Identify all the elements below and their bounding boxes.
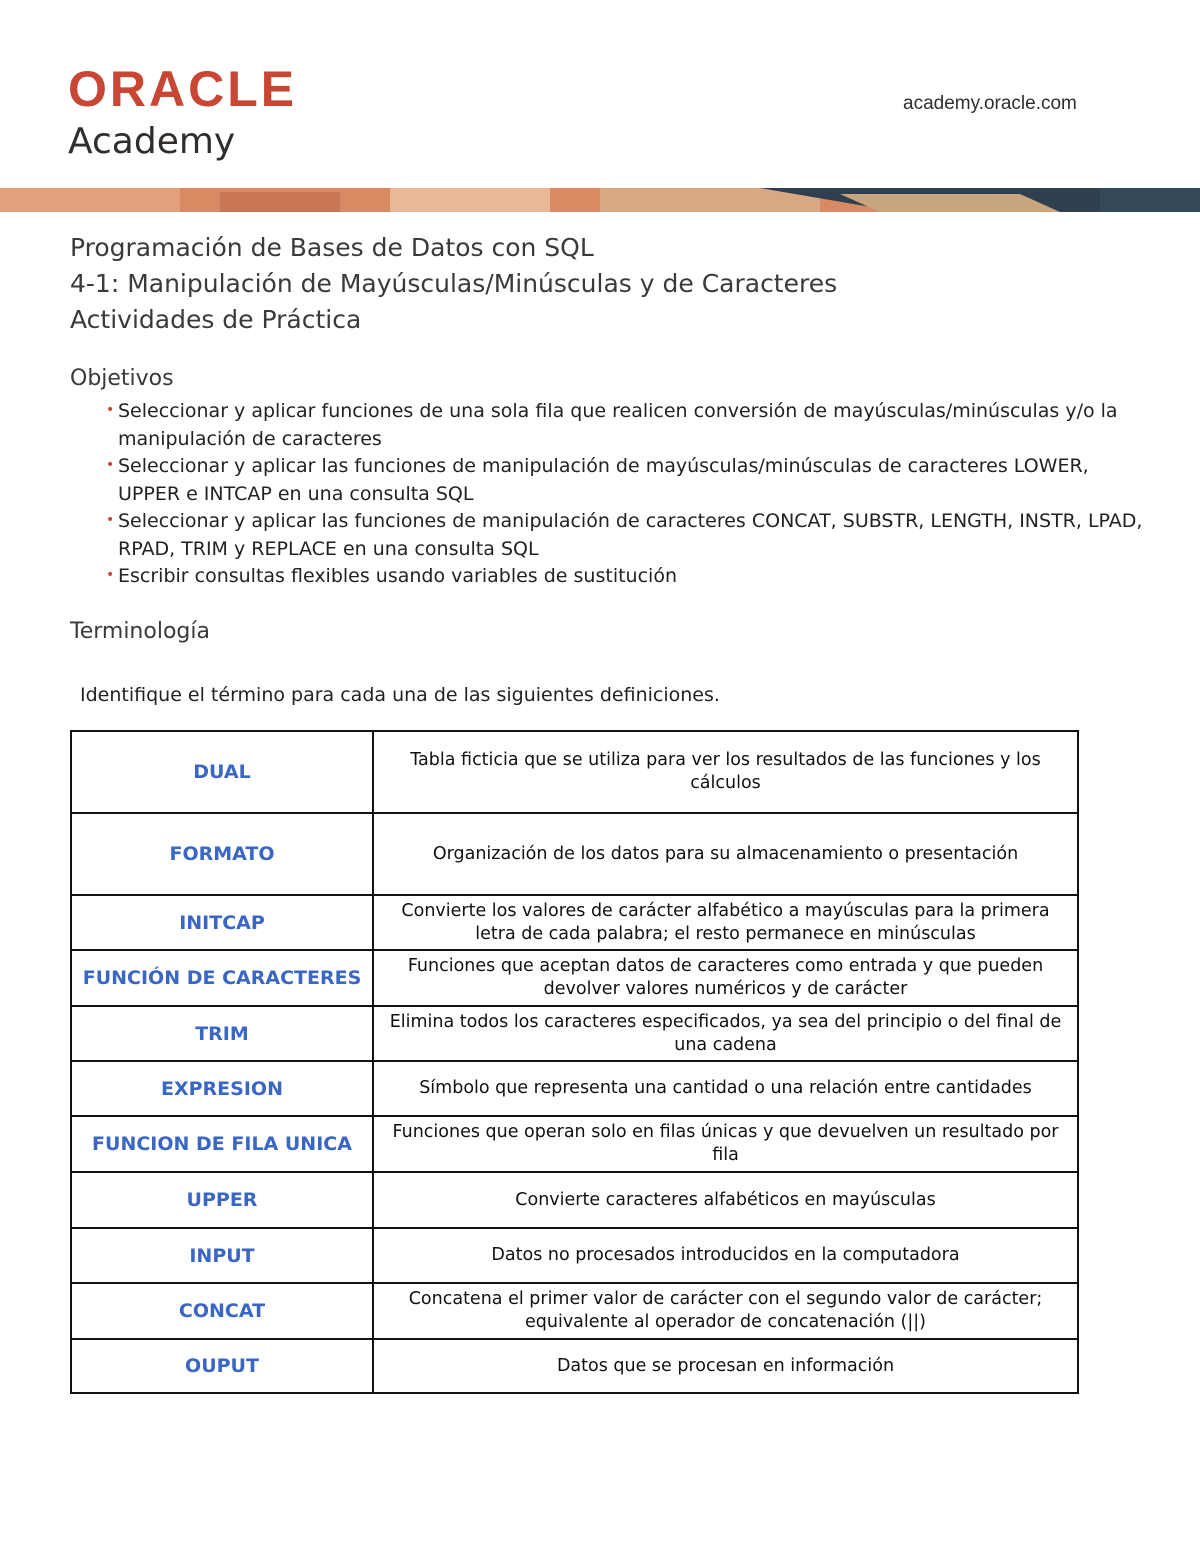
definition-cell: Elimina todos los caracteres especificados, ya sea del principio o del final de una cadena: [373, 1006, 1078, 1061]
term-cell: INPUT: [71, 1228, 373, 1283]
bullet-icon: •: [106, 567, 115, 583]
table-row: [71, 1228, 1078, 1283]
objective-item: • Escribir consultas flexibles usando variables de sustitución: [106, 563, 1146, 591]
table-row: [71, 1172, 1078, 1228]
term-cell: UPPER: [71, 1172, 373, 1228]
term-cell: OUPUT: [71, 1339, 373, 1393]
definition-cell: Funciones que operan solo en filas únicas y que devuelven un resultado por fila: [373, 1116, 1078, 1172]
definition-cell: Datos no procesados introducidos en la computadora: [373, 1228, 1078, 1283]
website-url[interactable]: academy.oracle.com: [903, 93, 1077, 114]
table-row: [71, 1116, 1078, 1172]
definition-cell: Convierte los valores de carácter alfabético a mayúsculas para la primera letra de cada palabra; el resto permanece en minúsculas: [373, 895, 1078, 950]
table-row: [71, 1339, 1078, 1393]
document-title: [70, 230, 837, 338]
term-cell: FUNCIÓN DE CARACTERES: [71, 950, 373, 1006]
academy-logo-text: Academy: [68, 121, 236, 162]
table-row: [71, 1006, 1078, 1061]
lesson-title: 4-1: Manipulación de Mayúsculas/Minúsculas y de Caracteres: [70, 269, 838, 298]
term-cell: INITCAP: [71, 895, 373, 950]
terminology-instruction: Identifique el término para cada una de las siguientes definiciones.: [80, 684, 720, 706]
objectives-heading: Objetivos: [70, 366, 174, 391]
definition-cell: Datos que se procesan en información: [373, 1339, 1078, 1393]
term-cell: EXPRESION: [71, 1061, 373, 1116]
definition-cell: Tabla ficticia que se utiliza para ver los resultados de las funciones y los cálculos: [373, 731, 1078, 813]
table-row: [71, 1283, 1078, 1339]
bullet-icon: •: [106, 457, 115, 473]
term-cell: CONCAT: [71, 1283, 373, 1339]
oracle-logo: ORACLE: [68, 61, 298, 117]
definition-cell: Organización de los datos para su almacenamiento o presentación: [373, 813, 1078, 895]
table-row: [71, 950, 1078, 1006]
objective-item: • Seleccionar y aplicar funciones de una sola fila que realicen conversión de mayúsculas/minúsculas y/o la manipulación de caracteres: [106, 398, 1146, 453]
table-row: [71, 813, 1078, 895]
definition-cell: Concatena el primer valor de carácter con el segundo valor de carácter; equivalente al operador de concatenación (||): [373, 1283, 1078, 1339]
terminology-table: [70, 730, 1079, 1394]
definition-cell: Funciones que aceptan datos de caracteres como entrada y que pueden devolver valores numéricos y de carácter: [373, 950, 1078, 1006]
objectives-list: [106, 398, 1146, 591]
definition-cell: Símbolo que representa una cantidad o una relación entre cantidades: [373, 1061, 1078, 1116]
course-title: Programación de Bases de Datos con SQL: [70, 233, 594, 262]
doc-type-title: Actividades de Práctica: [70, 305, 362, 334]
decorative-banner: [0, 188, 1200, 212]
bullet-icon: •: [106, 402, 115, 418]
term-cell: FORMATO: [71, 813, 373, 895]
term-cell: TRIM: [71, 1006, 373, 1061]
term-cell: DUAL: [71, 731, 373, 813]
term-cell: FUNCION DE FILA UNICA: [71, 1116, 373, 1172]
table-row: [71, 731, 1078, 813]
table-row: [71, 895, 1078, 950]
definition-cell: Convierte caracteres alfabéticos en mayúsculas: [373, 1172, 1078, 1228]
objective-item: • Seleccionar y aplicar las funciones de manipulación de caracteres CONCAT, SUBSTR, LENGTH, INSTR, LPAD, RPAD, TRIM y REPLACE en una consulta SQL: [106, 508, 1146, 563]
objective-item: • Seleccionar y aplicar las funciones de manipulación de mayúsculas/minúsculas de caracteres LOWER, UPPER e INTCAP en una consulta SQL: [106, 453, 1146, 508]
table-row: [71, 1061, 1078, 1116]
terminology-heading: Terminología: [70, 619, 210, 644]
bullet-icon: •: [106, 512, 115, 528]
